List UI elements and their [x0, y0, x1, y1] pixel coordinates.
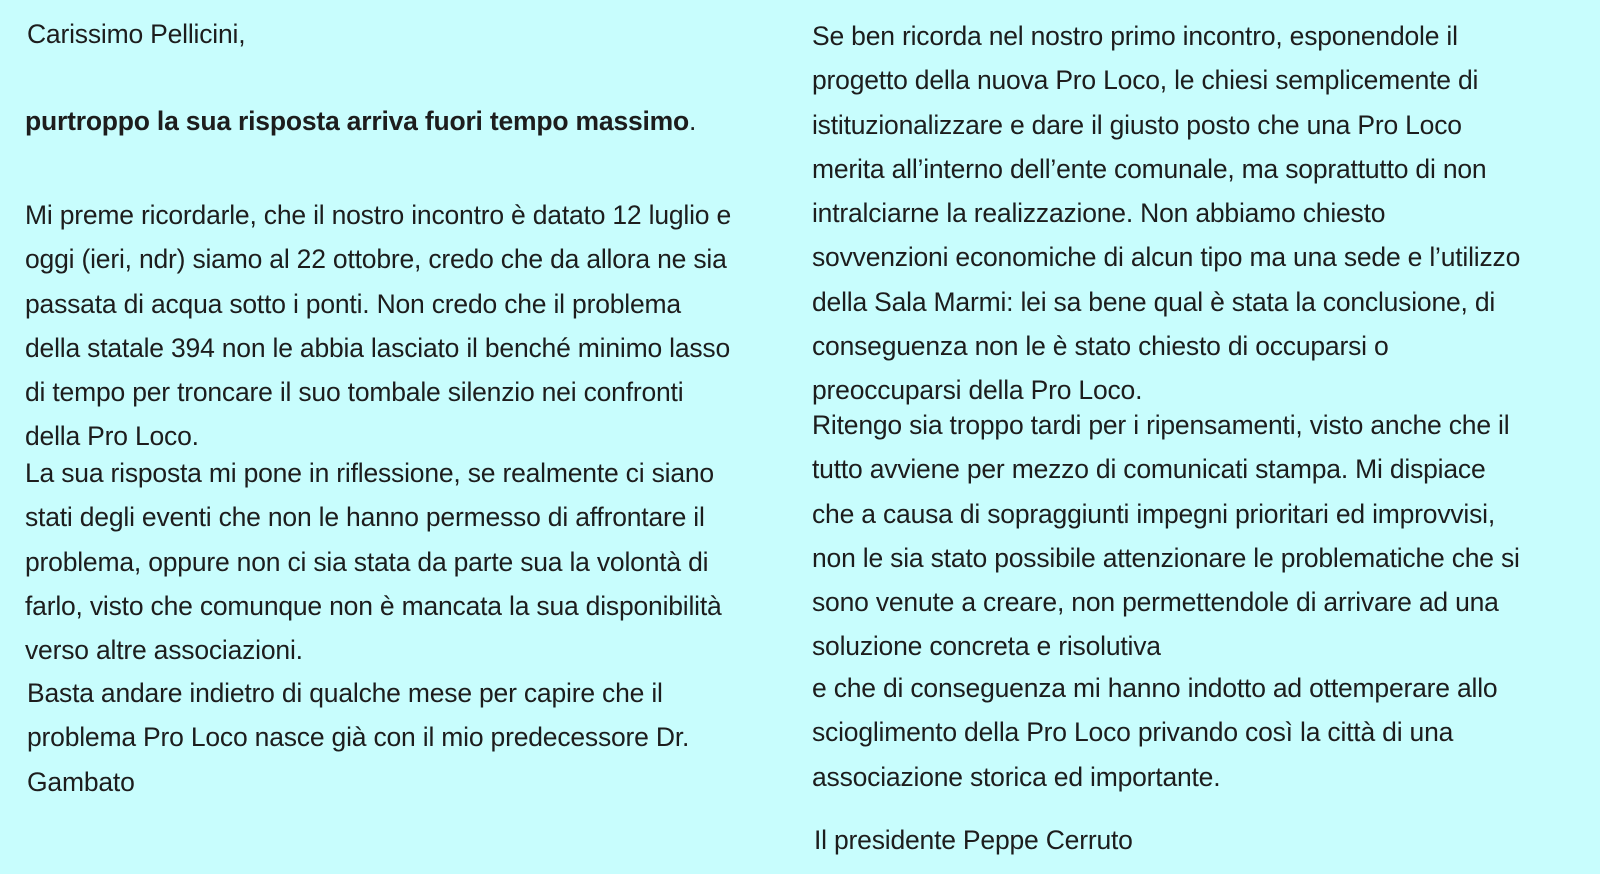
lead-period: .: [689, 106, 697, 136]
text-line: farlo, visto che comunque non è mancata la sua disponibilità: [25, 590, 722, 621]
text-line: oggi (ieri, ndr) siamo al 22 ottobre, credo che da allora ne sia: [25, 244, 727, 275]
text-line: Se ben ricorda nel nostro primo incontro, esponendole il: [812, 21, 1458, 51]
left-paragraph-3: [27, 671, 747, 804]
text-line: e che di conseguenza mi hanno indotto ad ottemperare allo: [812, 673, 1498, 703]
text-line: di tempo per troncare il suo tombale silenzio nei confronti: [25, 377, 684, 408]
text-line: della Sala Marmi: lei sa bene qual è stata la conclusione, di: [812, 286, 1496, 317]
text-line: della statale 394 non le abbia lasciato il benché minimo lasso: [25, 332, 731, 363]
text-line: problema, oppure non ci sia stata da parte sua la volontà di: [25, 546, 709, 577]
right-paragraph-2: [812, 403, 1592, 669]
text-line: scioglimento della Pro Loco privando così la città di una: [812, 717, 1454, 748]
text-line: merita all’interno dell’ente comunale, ma soprattutto di non: [812, 153, 1487, 184]
text-line: intralciarne la realizzazione. Non abbiamo chiesto: [812, 198, 1386, 229]
text-line: problema Pro Loco nasce già con il mio predecessore Dr.: [27, 722, 690, 753]
text-line: che a causa di sopraggiunti impegni prioritari ed improvvisi,: [812, 498, 1496, 529]
letter-greeting: Carissimo Pellicini,: [27, 19, 246, 49]
text-line: tutto avviene per mezzo di comunicati stampa. Mi dispiace: [812, 454, 1486, 485]
signature: Il presidente Peppe Cerruto: [814, 825, 1133, 855]
text-line: della Pro Loco.: [25, 421, 199, 452]
text-line: istituzionalizzare e dare il giusto posto che una Pro Loco: [812, 109, 1462, 140]
text-line: Gambato: [27, 766, 135, 797]
right-paragraph-3: [812, 666, 1592, 799]
text-line: associazione storica ed importante.: [812, 761, 1221, 792]
right-paragraph-1: [812, 14, 1592, 413]
lead-sentence: [25, 99, 696, 143]
text-line: preoccuparsi della Pro Loco.: [812, 375, 1143, 406]
text-line: passata di acqua sotto i ponti. Non credo che il problema: [25, 288, 681, 319]
text-line: sono venute a creare, non permettendole di arrivare ad una: [812, 587, 1499, 618]
text-line: Ritengo sia troppo tardi per i ripensamenti, visto anche che il: [812, 410, 1510, 440]
text-line: conseguenza non le è stato chiesto di occuparsi o: [812, 331, 1389, 362]
text-line: verso altre associazioni.: [25, 635, 303, 666]
text-line: sovvenzioni economiche di alcun tipo ma una sede e l’utilizzo: [812, 242, 1521, 273]
text-line: Basta andare indietro di qualche mese per capire che il: [27, 678, 663, 708]
text-line: Mi preme ricordarle, che il nostro incontro è datato 12 luglio e: [25, 200, 732, 230]
text-line: La sua risposta mi pone in riflessione, se realmente ci siano: [25, 458, 714, 488]
text-line: soluzione concreta e risolutiva: [812, 631, 1161, 662]
left-paragraph-2: [25, 451, 785, 672]
left-paragraph-1: [25, 193, 785, 459]
text-line: non le sia stato possibile attenzionare le problematiche che si: [812, 542, 1520, 573]
text-line: progetto della nuova Pro Loco, le chiesi semplicemente di: [812, 65, 1479, 96]
lead-bold-text: purtroppo la sua risposta arriva fuori tempo massimo: [25, 106, 690, 136]
text-line: stati degli eventi che non le hanno permesso di affrontare il: [25, 502, 705, 533]
